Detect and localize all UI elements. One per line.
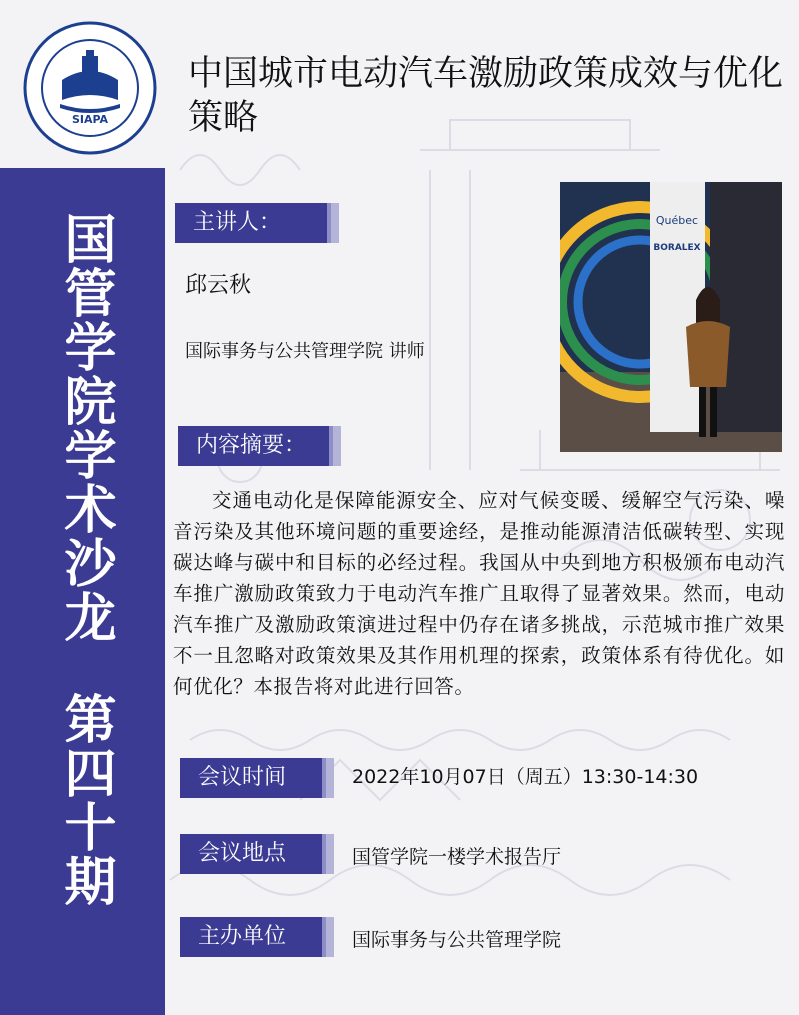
abstract-text: 交通电动化是保障能源安全、应对气候变暖、缓解空气污染、噪音污染及其他环境问题的重要途经，是推动能源清洁低碳转型、实现碳达峰与碳中和目标的必经过程。我国从中央到地方积极颁布电动汽车推广激励政策致力于电动汽车推广且取得了显著效果。然而，电动汽车推广及激励政策演进过程中仍存在诸多挑战，示范城市推广效果不一且忽略对政策效果及其作用机理的探索，政策体系有待优化。如何优化？本报告将对此进行回答。 <box>173 489 785 698</box>
siapa-logo <box>22 20 158 156</box>
place-label: 会议地点 <box>180 834 326 874</box>
page-title: 中国城市电动汽车激励政策成效与优化策略 <box>188 54 784 138</box>
place-value: 国管学院一楼学术报告厅 <box>352 846 562 868</box>
salon-issue: 第四十期 <box>55 692 115 908</box>
photo-sign-quebec: Québec <box>655 214 699 227</box>
time-label: 会议时间 <box>180 758 326 798</box>
salon-name: 国管学院学术沙龙 <box>55 212 115 644</box>
abstract-label: 内容摘要： <box>178 426 333 466</box>
speaker-label: 主讲人： <box>175 203 331 243</box>
logo-abbrev: SIAPA <box>71 113 109 126</box>
photo-sign-boralex: BORALEX <box>653 243 701 253</box>
speaker-affiliation: 国际事务与公共管理学院 讲师 <box>185 341 425 362</box>
speaker-name: 邱云秋 <box>185 273 252 298</box>
host-label: 主办单位 <box>180 917 326 957</box>
speaker-photo <box>560 182 782 452</box>
time-value: 2022年10月07日（周五）13:30-14:30 <box>352 766 699 788</box>
host-value: 国际事务与公共管理学院 <box>352 929 562 951</box>
salon-title <box>52 212 116 908</box>
